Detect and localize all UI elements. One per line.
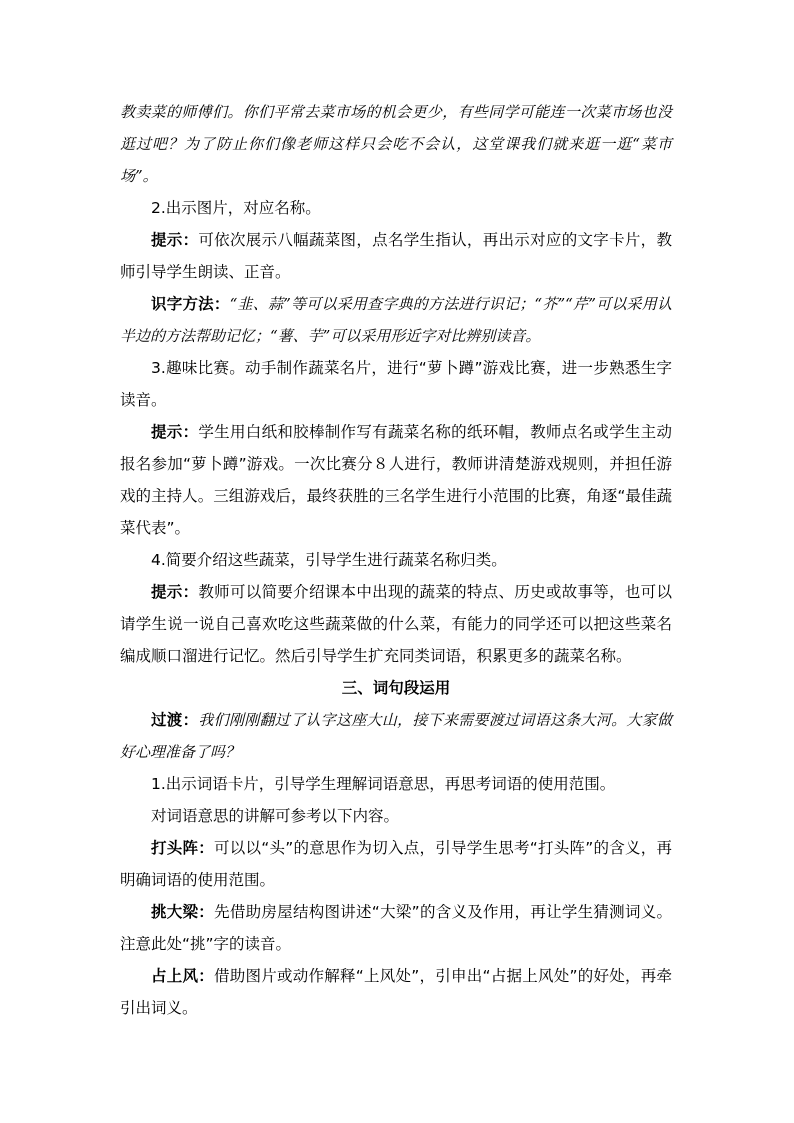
word-1-text: 可以以“头”的意思作为切入点，引导学生思考“打头阵”的含义，再明确词语的使用范围。 bbox=[120, 839, 672, 889]
tip-3-text: 教师可以简要介绍课本中出现的蔬菜的特点、历史或故事等，也可以请学生说一说自己喜欢吃这些蔬菜做的什么菜，有能力的同学还可以把这些菜名编成顺口溜进行记忆。然后引导学生扩充同类词语，积累更多的蔬菜名称。 bbox=[120, 583, 672, 665]
step-4-paragraph: 4.简要介绍这些蔬菜，引导学生进行蔬菜名称归类。 bbox=[151, 551, 507, 569]
word-1-paragraph bbox=[120, 832, 672, 896]
intro-paragraph: 教卖菜的师傅们。你们平常去菜市场的机会更少，有些同学可能连一次菜市场也没逛过吧？为了防止你们像老师这样只会吃不会认，这堂课我们就来逛一逛“菜市场”。 bbox=[120, 103, 672, 185]
step-3-paragraph: 3.趣味比赛。动手制作蔬菜名片，进行“萝卜蹲”游戏比赛，进一步熟悉生字读音。 bbox=[120, 359, 672, 409]
section-3-title: 三、词句段运用 bbox=[341, 679, 451, 697]
step-2-paragraph: 2.出示图片，对应名称。 bbox=[151, 199, 321, 217]
word-2-paragraph bbox=[120, 896, 672, 960]
word-2-label: 挑大梁： bbox=[151, 903, 215, 921]
reference-note: 对词语意思的讲解可参考以下内容。 bbox=[151, 807, 400, 825]
transition-text: 我们刚刚翻过了认字这座大山，接下来需要渡过词语这条大河。大家做好心理准备了吗？ bbox=[120, 711, 672, 761]
tip-3-paragraph bbox=[120, 576, 672, 672]
word-2-text: 先借助房屋结构图讲述“大梁”的含义及作用，再让学生猜测词义。注意此处“挑”字的读音。 bbox=[120, 903, 672, 953]
tip-2-label: 提示： bbox=[151, 423, 199, 441]
tip-3-label: 提示： bbox=[151, 583, 199, 601]
method-text: “韭、蒜”等可以采用查字典的方法进行识记；“芥”“芹”可以采用认半边的方法帮助记忆；“薯、芋”可以采用形近字对比辨别读音。 bbox=[120, 295, 672, 345]
word-1-label: 打头阵： bbox=[151, 839, 214, 857]
tip-1-text: 可依次展示八幅蔬菜图，点名学生指认，再出示对应的文字卡片，教师引导学生朗读、正音。 bbox=[120, 231, 672, 281]
transition-paragraph bbox=[120, 704, 672, 768]
transition-label: 过渡： bbox=[151, 711, 199, 729]
method-paragraph bbox=[120, 288, 672, 352]
step-1b-paragraph: 1.出示词语卡片，引导学生理解词语意思，再思考词语的使用范围。 bbox=[151, 775, 616, 793]
tip-2-text: 学生用白纸和胶棒制作写有蔬菜名称的纸环帽，教师点名或学生主动报名参加“萝卜蹲”游戏。一次比赛分８人进行，教师讲清楚游戏规则，并担任游戏的主持人。三组游戏后，最终获胜的三名学生进行小范围的比赛，角逐“最佳蔬菜代表”。 bbox=[120, 423, 672, 537]
word-3-label: 占上风： bbox=[151, 967, 214, 985]
tip-1-label: 提示： bbox=[151, 231, 199, 249]
word-3-paragraph bbox=[120, 960, 672, 1024]
document-body bbox=[120, 96, 672, 1024]
method-label: 识字方法： bbox=[151, 295, 230, 313]
word-3-text: 借助图片或动作解释“上风处”，引申出“占据上风处”的好处，再牵引出词义。 bbox=[120, 967, 672, 1017]
tip-2-paragraph bbox=[120, 416, 672, 544]
tip-1-paragraph bbox=[120, 224, 672, 288]
